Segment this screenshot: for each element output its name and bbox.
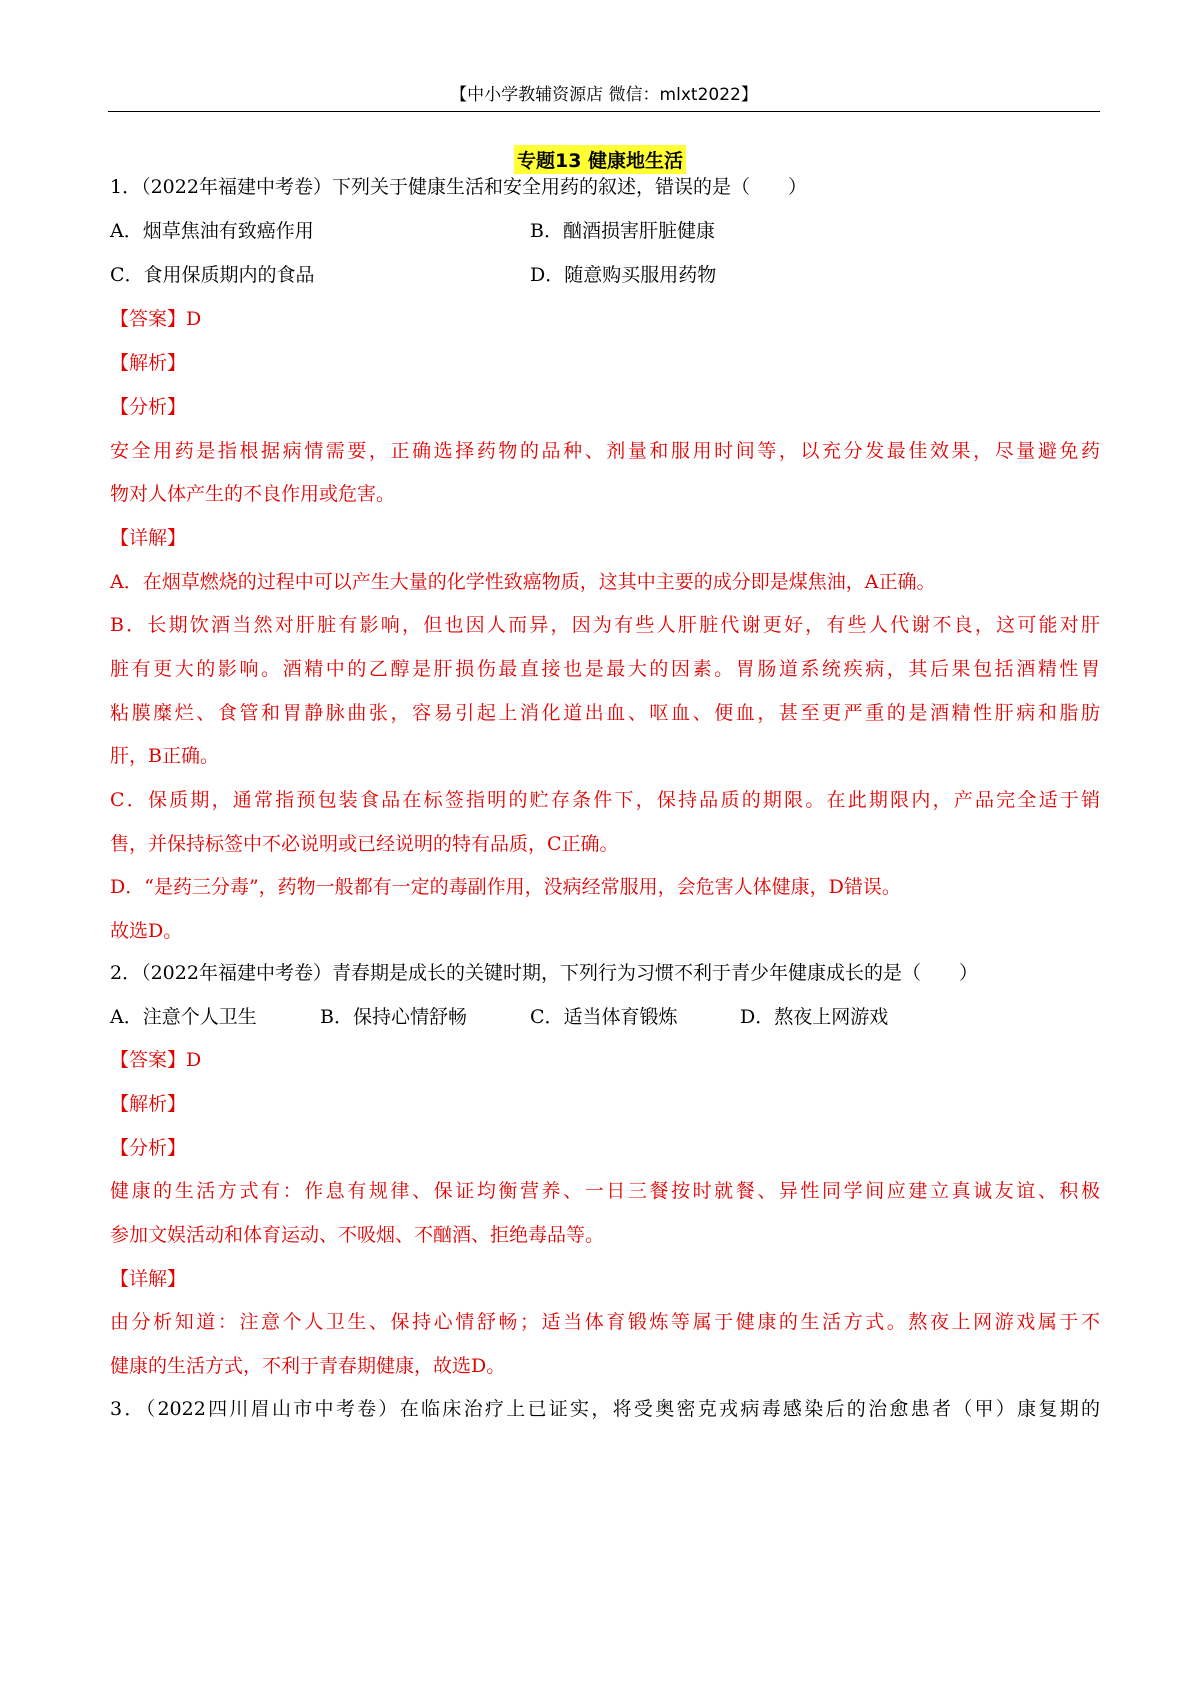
q1-detail-c-line-2: 售，并保持标签中不必说明或已经说明的特有品质，C正确。 (110, 833, 619, 855)
q1-xiangjie-label: 【详解】 (110, 527, 187, 549)
q2-fenxi-line-1: 健康的生活方式有：作息有规律、保证均衡营养、一日三餐按时就餐、异性同学间应建立真诚友谊、积极 (110, 1180, 1100, 1202)
q2-fenxi-line-2: 参加文娱活动和体育运动、不吸烟、不酗酒、拒绝毒品等。 (110, 1224, 605, 1246)
q1-fenxi-line-1: 安全用药是指根据病情需要，正确选择药物的品种、剂量和服用时间等，以充分发最佳效果，尽量避免药 (110, 440, 1100, 462)
q2-fenxi-label: 【分析】 (110, 1137, 187, 1159)
q2-option-a: A．注意个人卫生 (110, 1006, 257, 1028)
q2-detail-line-2: 健康的生活方式，不利于青春期健康，故选D。 (110, 1355, 506, 1377)
page-header: 【中小学教辅资源店 微信：mlxt2022】 (450, 85, 758, 105)
q2-stem: 2．（2022年福建中考卷）青春期是成长的关键时期，下列行为习惯不利于青少年健康成长的是（ ） (110, 962, 978, 984)
q1-detail-d: D．“是药三分毒”，药物一般都有一定的毒副作用，没病经常服用，会危害人体健康，D错误。 (110, 876, 901, 898)
q2-answer: 【答案】D (110, 1049, 202, 1071)
page-title: 专题13 健康地生活 (514, 145, 686, 174)
q1-answer: 【答案】D (110, 308, 202, 330)
q1-stem: 1．（2022年福建中考卷）下列关于健康生活和安全用药的叙述，错误的是（ ） (110, 176, 807, 198)
q1-detail-b-line-3: 粘膜糜烂、食管和胃静脉曲张，容易引起上消化道出血、呕血、便血，甚至更严重的是酒精性肝病和脂肪 (110, 702, 1100, 724)
q1-detail-c-line-1: C．保质期，通常指预包装食品在标签指明的贮存条件下，保持品质的期限。在此期限内，产品完全适于销 (110, 789, 1100, 811)
q1-option-b: B．酗酒损害肝脏健康 (530, 220, 715, 242)
q2-detail-line-1: 由分析知道：注意个人卫生、保持心情舒畅；适当体育锻炼等属于健康的生活方式。熬夜上网游戏属于不 (110, 1311, 1100, 1333)
q2-option-b: B．保持心情舒畅 (320, 1006, 467, 1028)
q3-stem: 3．（2022四川眉山市中考卷）在临床治疗上已证实，将受奥密克戎病毒感染后的治愈患者（甲）康复期的 (110, 1398, 1100, 1420)
q1-conclusion: 故选D。 (110, 920, 183, 942)
q1-detail-a: A．在烟草燃烧的过程中可以产生大量的化学性致癌物质，这其中主要的成分即是煤焦油，A正确。 (110, 571, 936, 593)
q1-detail-b-line-1: B．长期饮酒当然对肝脏有影响，但也因人而异，因为有些人肝脏代谢更好，有些人代谢不良，这可能对肝 (110, 614, 1100, 636)
q1-jiexi-label: 【解析】 (110, 352, 187, 374)
q1-detail-b-line-4: 肝，B正确。 (110, 745, 219, 767)
q1-option-d: D．随意购买服用药物 (530, 264, 717, 286)
header-divider (108, 111, 1100, 112)
q2-option-c: C．适当体育锻炼 (530, 1006, 678, 1028)
q2-xiangjie-label: 【详解】 (110, 1268, 187, 1290)
q2-option-d: D．熬夜上网游戏 (740, 1006, 889, 1028)
title-container (0, 145, 1200, 174)
q1-fenxi-label: 【分析】 (110, 396, 187, 418)
q1-fenxi-line-2: 物对人体产生的不良作用或危害。 (110, 483, 396, 505)
q2-jiexi-label: 【解析】 (110, 1093, 187, 1115)
q1-option-c: C．食用保质期内的食品 (110, 264, 315, 286)
q1-option-a: A．烟草焦油有致癌作用 (110, 220, 314, 242)
q1-detail-b-line-2: 脏有更大的影响。酒精中的乙醇是肝损伤最直接也是最大的因素。胃肠道系统疾病，其后果包括酒精性胃 (110, 658, 1100, 680)
